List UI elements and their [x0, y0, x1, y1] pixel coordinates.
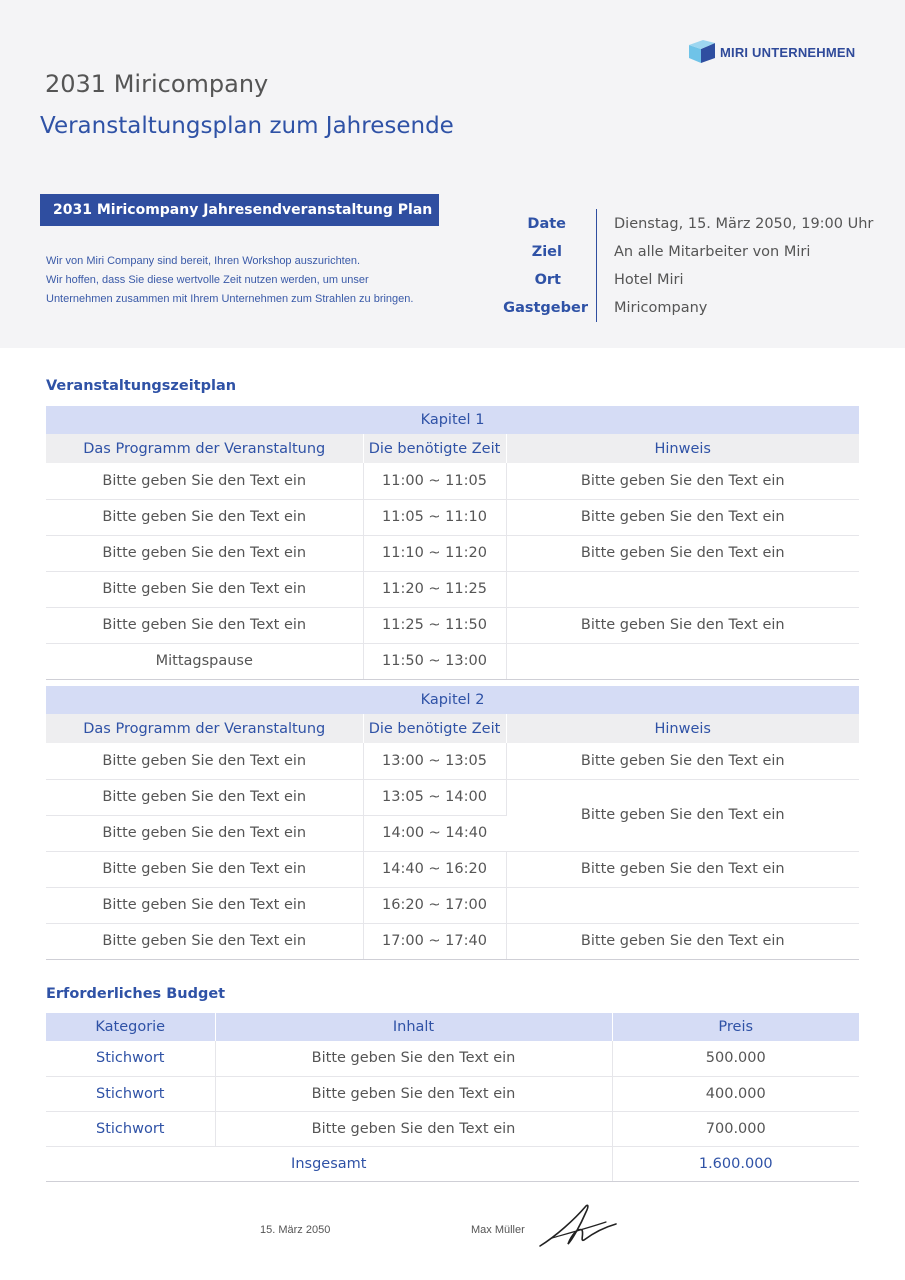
cube-logo-icon [688, 40, 716, 64]
program-cell: Bitte geben Sie den Text ein [46, 535, 363, 571]
program-cell: Bitte geben Sie den Text ein [46, 851, 363, 887]
budget-total-row [46, 1146, 859, 1181]
budget-header-row [46, 1013, 859, 1041]
event-info-values [614, 210, 894, 322]
category-cell: Stichwort [46, 1041, 215, 1076]
time-cell: 11:00 ~ 11:05 [363, 463, 506, 499]
note-cell: Bitte geben Sie den Text ein [506, 851, 859, 887]
note-cell: Bitte geben Sie den Text ein [506, 463, 859, 499]
event-info-labels [500, 210, 588, 322]
table-row [46, 463, 859, 499]
column-header: Hinweis [506, 434, 859, 463]
info-value-date: Dienstag, 15. März 2050, 19:00 Uhr [614, 216, 874, 232]
time-cell: 11:20 ~ 11:25 [363, 571, 506, 607]
intro-line: Unternehmen zusammen mit Ihrem Unternehmen zum Strahlen zu bringen. [46, 293, 414, 305]
column-header: Kategorie [46, 1013, 215, 1041]
content-cell: Bitte geben Sie den Text ein [215, 1041, 612, 1076]
time-cell: 17:00 ~ 17:40 [363, 923, 506, 959]
company-title: 2031 Miricompany [45, 70, 269, 98]
price-cell: 700.000 [612, 1111, 859, 1146]
time-cell: 14:40 ~ 16:20 [363, 851, 506, 887]
total-label: Insgesamt [46, 1146, 612, 1181]
table-row [46, 643, 859, 679]
info-divider [596, 209, 597, 322]
program-cell: Bitte geben Sie den Text ein [46, 815, 363, 851]
note-cell: Bitte geben Sie den Text ein [506, 535, 859, 571]
chapter-title: Kapitel 2 [46, 686, 859, 714]
info-value-host: Miricompany [614, 300, 708, 316]
column-header: Inhalt [215, 1013, 612, 1041]
time-cell: 11:25 ~ 11:50 [363, 607, 506, 643]
note-cell: Bitte geben Sie den Text ein [506, 499, 859, 535]
chapter-header-row [46, 406, 859, 434]
budget-row [46, 1076, 859, 1111]
column-header: Hinweis [506, 714, 859, 743]
program-cell: Bitte geben Sie den Text ein [46, 779, 363, 815]
time-cell: 11:05 ~ 11:10 [363, 499, 506, 535]
signature-icon [536, 1200, 620, 1252]
info-label-date: Date [527, 216, 566, 232]
program-cell: Mittagspause [46, 643, 363, 679]
note-cell [506, 571, 859, 607]
time-cell: 13:05 ~ 14:00 [363, 779, 506, 815]
budget-row [46, 1041, 859, 1076]
schedule-table-chapter-2 [46, 686, 859, 960]
program-cell: Bitte geben Sie den Text ein [46, 887, 363, 923]
column-header: Die benötigte Zeit [363, 434, 506, 463]
table-row [46, 499, 859, 535]
column-header: Das Programm der Veranstaltung [46, 714, 363, 743]
column-header-row [46, 434, 859, 463]
category-cell: Stichwort [46, 1076, 215, 1111]
budget-row [46, 1111, 859, 1146]
logo-text: MIRI UNTERNEHMEN [720, 44, 856, 60]
note-cell: Bitte geben Sie den Text ein [506, 923, 859, 959]
column-header: Die benötigte Zeit [363, 714, 506, 743]
program-cell: Bitte geben Sie den Text ein [46, 743, 363, 779]
chapter-header-row [46, 686, 859, 714]
time-cell: 13:00 ~ 13:05 [363, 743, 506, 779]
info-label-goal: Ziel [531, 244, 562, 260]
table-row [46, 887, 859, 923]
column-header-row [46, 714, 859, 743]
intro-line: Wir hoffen, dass Sie diese wertvolle Zeit nutzen werden, um unser [46, 274, 369, 286]
info-value-location: Hotel Miri [614, 272, 684, 288]
content-cell: Bitte geben Sie den Text ein [215, 1076, 612, 1111]
table-row [46, 851, 859, 887]
info-label-location: Ort [534, 272, 561, 288]
price-cell: 500.000 [612, 1041, 859, 1076]
table-row [46, 535, 859, 571]
info-value-goal: An alle Mitarbeiter von Miri [614, 244, 811, 260]
total-value: 1.600.000 [612, 1146, 859, 1181]
time-cell: 11:50 ~ 13:00 [363, 643, 506, 679]
table-row [46, 923, 859, 959]
budget-table [46, 1013, 859, 1182]
time-cell: 16:20 ~ 17:00 [363, 887, 506, 923]
schedule-table-chapter-1 [46, 406, 859, 680]
budget-section-title: Erforderliches Budget [46, 986, 226, 1002]
table-row [46, 571, 859, 607]
program-cell: Bitte geben Sie den Text ein [46, 923, 363, 959]
chapter-title: Kapitel 1 [46, 406, 859, 434]
table-row [46, 743, 859, 779]
category-cell: Stichwort [46, 1111, 215, 1146]
note-cell: Bitte geben Sie den Text ein [506, 743, 859, 779]
content-cell: Bitte geben Sie den Text ein [215, 1111, 612, 1146]
program-cell: Bitte geben Sie den Text ein [46, 607, 363, 643]
time-cell: 14:00 ~ 14:40 [363, 815, 506, 851]
column-header: Preis [612, 1013, 859, 1041]
schedule-section-title: Veranstaltungszeitplan [46, 378, 237, 394]
note-cell: Bitte geben Sie den Text ein [506, 607, 859, 643]
info-label-host: Gastgeber [503, 300, 588, 316]
intro-line: Wir von Miri Company sind bereit, Ihren Workshop auszurichten. [46, 255, 361, 267]
column-header: Das Programm der Veranstaltung [46, 434, 363, 463]
note-cell [506, 643, 859, 679]
program-cell: Bitte geben Sie den Text ein [46, 463, 363, 499]
program-cell: Bitte geben Sie den Text ein [46, 571, 363, 607]
footer-signer-name: Max Müller [471, 1224, 525, 1236]
plan-label-banner: 2031 Miricompany Jahresendveranstaltung Plan [40, 194, 439, 226]
program-cell: Bitte geben Sie den Text ein [46, 499, 363, 535]
note-cell [506, 887, 859, 923]
table-row [46, 779, 859, 815]
time-cell: 11:10 ~ 11:20 [363, 535, 506, 571]
note-cell: Bitte geben Sie den Text ein [506, 779, 859, 851]
table-row [46, 607, 859, 643]
footer-date: 15. März 2050 [260, 1224, 331, 1236]
intro-text [46, 252, 476, 309]
page-title: Veranstaltungsplan zum Jahresende [40, 113, 454, 139]
company-logo [688, 40, 855, 64]
price-cell: 400.000 [612, 1076, 859, 1111]
